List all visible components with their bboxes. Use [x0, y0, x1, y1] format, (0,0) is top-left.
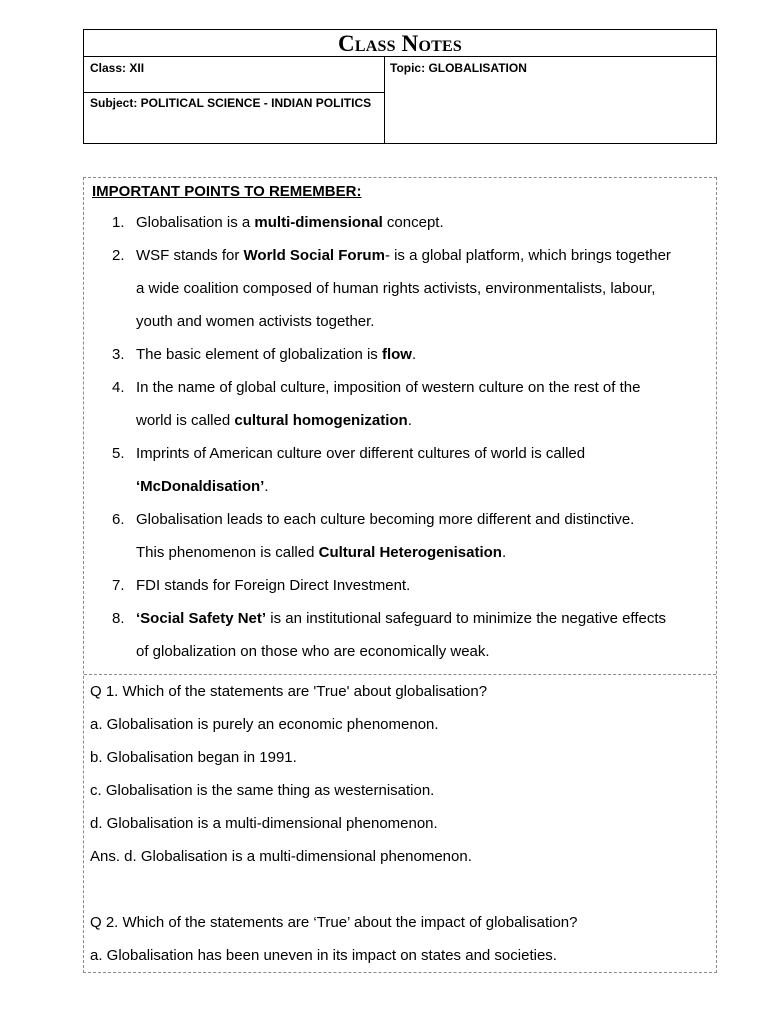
item-number: 8.: [112, 610, 125, 627]
notes-box: [83, 177, 717, 973]
item-number: 5.: [112, 445, 125, 462]
item-number: 6.: [112, 511, 125, 528]
class-label: Class: XII: [90, 61, 145, 75]
list-item: [84, 206, 714, 239]
question-2-option-a: a. Globalisation has been uneven in its impact on states and societies.: [90, 947, 557, 964]
item-text: .: [264, 478, 269, 495]
item-bold-text: World Social Forum: [243, 247, 385, 264]
list-item: [84, 503, 714, 569]
item-text: world is called: [136, 412, 235, 429]
question-1-option-b: b. Globalisation began in 1991.: [90, 749, 297, 766]
list-item: [84, 371, 714, 437]
question-1-option-c: c. Globalisation is the same thing as westernisation.: [90, 782, 435, 799]
question-1-answer: Ans. d. Globalisation is a multi-dimensional phenomenon.: [90, 848, 472, 865]
item-text: - is a global platform, which brings together: [384, 247, 671, 264]
item-text: youth and women activists together.: [136, 313, 375, 330]
list-item: [84, 239, 714, 338]
question-2: Q 2. Which of the statements are ‘True’ about the impact of globalisation?: [90, 914, 578, 931]
topic-label: Topic: GLOBALISATION: [390, 61, 527, 75]
item-text: a wide coalition composed of human rights activists, environmentalists, labour,: [136, 280, 656, 297]
page-title: Class Notes: [84, 30, 716, 57]
header-table: [83, 29, 717, 144]
header-divider-horizontal: [84, 92, 384, 93]
questions-section: [90, 675, 708, 972]
item-number: 2.: [112, 247, 125, 264]
question-1-option-a: a. Globalisation is purely an economic phenomenon.: [90, 716, 439, 733]
question-1: Q 1. Which of the statements are 'True' about globalisation?: [90, 683, 488, 700]
item-text: FDI stands for Foreign Direct Investment.: [136, 577, 411, 594]
item-text: .: [411, 346, 417, 363]
item-text: of globalization on those who are economically weak.: [136, 643, 490, 660]
important-heading: IMPORTANT POINTS TO REMEMBER:: [92, 183, 362, 200]
spacer: [90, 873, 708, 906]
item-text: In the name of global culture, imposition of western culture on the rest of the: [136, 379, 641, 396]
item-text: Globalisation is a: [136, 214, 255, 231]
item-number: 1.: [112, 214, 125, 231]
list-item: [84, 569, 714, 602]
item-bold-text: flow: [381, 346, 412, 363]
important-points-list: [84, 206, 714, 668]
item-bold-text: Cultural Heterogenisation: [318, 544, 502, 561]
list-item: [84, 602, 714, 668]
item-text: Imprints of American culture over different cultures of world is called: [136, 445, 586, 462]
item-text: .: [407, 412, 412, 429]
item-number: 7.: [112, 577, 125, 594]
item-text: The basic element of globalization is: [136, 346, 382, 363]
header-divider-vertical: [384, 57, 385, 143]
item-text: Globalisation leads to each culture becoming more different and distinctive.: [136, 511, 635, 528]
item-text: is an institutional safeguard to minimize the negative effects: [266, 610, 667, 627]
item-text: .: [501, 544, 507, 561]
item-text: concept.: [382, 214, 444, 231]
item-text: WSF stands for: [136, 247, 244, 264]
item-bold-text: cultural homogenization: [234, 412, 408, 429]
item-bold-text: ‘McDonaldisation’: [136, 478, 265, 495]
list-item: [84, 338, 714, 371]
item-bold-text: multi-dimensional: [254, 214, 383, 231]
item-number: 4.: [112, 379, 125, 396]
item-bold-text: ‘Social Safety Net’: [136, 610, 267, 627]
list-item: [84, 437, 714, 503]
question-1-option-d: d. Globalisation is a multi-dimensional phenomenon.: [90, 815, 438, 832]
subject-label: Subject: POLITICAL SCIENCE - INDIAN POLITICS: [90, 96, 372, 110]
item-text: This phenomenon is called: [136, 544, 319, 561]
item-number: 3.: [112, 346, 125, 363]
